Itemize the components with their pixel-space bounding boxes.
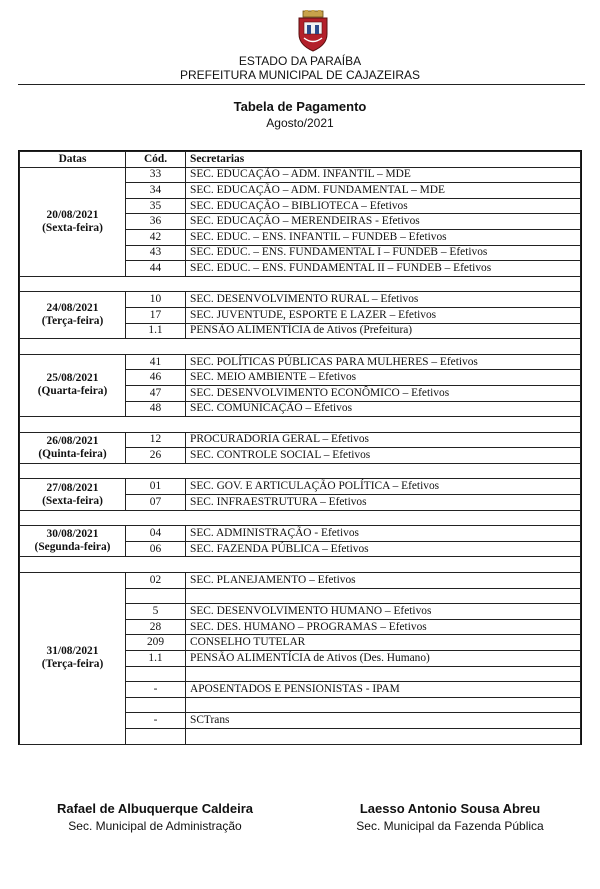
- payment-date: 20/08/2021: [46, 208, 99, 221]
- department-cell: SEC. EDUC. – ENS. FUNDAMENTAL II – FUNDEB – Efetivos: [186, 261, 581, 277]
- department-cell: SEC. ADMINISTRAÇÃO - Efetivos: [186, 526, 581, 542]
- code-cell: -: [126, 713, 186, 729]
- signature-administration: [30, 800, 280, 834]
- payment-date: 31/08/2021: [46, 645, 99, 658]
- department-cell: APOSENTADOS E PENSIONISTAS - IPAM: [186, 682, 581, 698]
- code-cell: 34: [126, 183, 186, 199]
- signature-treasury: [325, 800, 575, 834]
- department-cell: CONSELHO TUTELAR: [186, 635, 581, 651]
- payment-weekday: (Quinta-feira): [38, 447, 107, 460]
- city-hall-name: PREFEITURA MUNICIPAL DE CAJAZEIRAS: [179, 68, 421, 82]
- spacer-cell: [20, 417, 581, 433]
- department-cell: PENSÃO ALIMENTÍCIA de Ativos (Des. Humano): [186, 651, 581, 667]
- code-cell: 47: [126, 385, 186, 401]
- department-cell: SEC. PLANEJAMENTO – Efetivos: [186, 573, 581, 589]
- code-cell: 28: [126, 619, 186, 635]
- department-cell: SEC. DES. HUMANO – PROGRAMAS – Efetivos: [186, 619, 581, 635]
- payment-date: 25/08/2021: [46, 372, 99, 385]
- group-spacer-row: [20, 276, 581, 292]
- department-cell: SEC. INFRAESTRUTURA – Efetivos: [186, 495, 581, 511]
- code-cell: 01: [126, 479, 186, 495]
- department-cell: [186, 588, 581, 604]
- table-row: [20, 573, 581, 589]
- payment-weekday: (Sexta-feira): [42, 221, 103, 234]
- header-divider: [18, 84, 585, 85]
- header-dates: Datas: [20, 152, 126, 168]
- department-cell: SEC. EDUC. – ENS. INFANTIL – FUNDEB – Efetivos: [186, 229, 581, 245]
- spacer-cell: [20, 276, 581, 292]
- signer-name: Laesso Antonio Sousa Abreu: [359, 801, 541, 816]
- department-cell: SEC. DESENVOLVIMENTO RURAL – Efetivos: [186, 292, 581, 308]
- department-cell: [186, 666, 581, 682]
- table-row: [20, 432, 581, 448]
- table-row: [20, 526, 581, 542]
- department-cell: PENSÃO ALIMENTÍCIA de Ativos (Prefeitura): [186, 323, 581, 339]
- signer-role: Sec. Municipal da Fazenda Pública: [356, 819, 544, 833]
- department-cell: SEC. EDUCAÇÃO – ADM. FUNDAMENTAL – MDE: [186, 183, 581, 199]
- code-cell: 10: [126, 292, 186, 308]
- document-title: Tabela de Pagamento: [233, 99, 367, 114]
- payment-weekday: (Terça-feira): [41, 658, 104, 671]
- code-cell: 02: [126, 573, 186, 589]
- code-cell: [126, 697, 186, 713]
- code-cell: 41: [126, 354, 186, 370]
- table-row: [20, 292, 581, 308]
- code-cell: 26: [126, 448, 186, 464]
- department-cell: SEC. POLÍTICAS PÚBLICAS PARA MULHERES – Efetivos: [186, 354, 581, 370]
- code-cell: 46: [126, 370, 186, 386]
- department-cell: PROCURADORIA GERAL – Efetivos: [186, 432, 581, 448]
- payment-date-cell: [20, 479, 126, 510]
- department-cell: SEC. FAZENDA PÚBLICA – Efetivos: [186, 541, 581, 557]
- group-spacer-row: [20, 510, 581, 526]
- payment-table: [18, 150, 582, 745]
- department-cell: SEC. EDUCAÇÃO – MERENDEIRAS - Efetivos: [186, 214, 581, 230]
- payment-date-cell: [20, 167, 126, 276]
- header-code: Cód.: [126, 152, 186, 168]
- code-cell: 06: [126, 541, 186, 557]
- code-cell: 43: [126, 245, 186, 261]
- department-cell: SEC. EDUCAÇÃO – ADM. INFANTIL – MDE: [186, 167, 581, 183]
- group-spacer-row: [20, 463, 581, 479]
- code-cell: 07: [126, 495, 186, 511]
- department-cell: SEC. EDUC. – ENS. FUNDAMENTAL I – FUNDEB – Efetivos: [186, 245, 581, 261]
- table-row: [20, 167, 581, 183]
- spacer-cell: [20, 339, 581, 355]
- payment-date-cell: [20, 573, 126, 745]
- payment-date-cell: [20, 432, 126, 463]
- payment-date-cell: [20, 526, 126, 557]
- payment-weekday: (Segunda-feira): [34, 541, 111, 554]
- code-cell: 44: [126, 261, 186, 277]
- code-cell: 1.1: [126, 651, 186, 667]
- group-spacer-row: [20, 339, 581, 355]
- payment-date-cell: [20, 292, 126, 339]
- department-cell: SEC. MEIO AMBIENTE – Efetivos: [186, 370, 581, 386]
- department-cell: SEC. EDUCAÇÃO – BIBLIOTECA – Efetivos: [186, 198, 581, 214]
- code-cell: 04: [126, 526, 186, 542]
- code-cell: 17: [126, 307, 186, 323]
- code-cell: 33: [126, 167, 186, 183]
- payment-date: 27/08/2021: [46, 481, 99, 494]
- code-cell: -: [126, 682, 186, 698]
- table-row: [20, 354, 581, 370]
- payment-weekday: (Terça-feira): [41, 315, 104, 328]
- code-cell: 209: [126, 635, 186, 651]
- header-departments: Secretarias: [186, 152, 581, 168]
- code-cell: [126, 666, 186, 682]
- signer-name: Rafael de Albuquerque Caldeira: [56, 801, 253, 816]
- spacer-cell: [20, 463, 581, 479]
- payment-date: 24/08/2021: [46, 302, 99, 315]
- department-cell: SEC. JUVENTUDE, ESPORTE E LAZER – Efetivos: [186, 307, 581, 323]
- code-cell: 36: [126, 214, 186, 230]
- payment-weekday: (Quarta-feira): [37, 385, 108, 398]
- department-cell: [186, 697, 581, 713]
- department-cell: SEC. DESENVOLVIMENTO ECONÔMICO – Efetivos: [186, 385, 581, 401]
- department-cell: SEC. COMUNICAÇÃO – Efetivos: [186, 401, 581, 417]
- department-cell: SEC. DESENVOLVIMENTO HUMANO – Efetivos: [186, 604, 581, 620]
- group-spacer-row: [20, 417, 581, 433]
- code-cell: 35: [126, 198, 186, 214]
- code-cell: [126, 588, 186, 604]
- department-cell: SEC. CONTROLE SOCIAL – Efetivos: [186, 448, 581, 464]
- payment-weekday: (Sexta-feira): [42, 494, 103, 507]
- municipal-coat-of-arms-icon: [296, 10, 330, 52]
- department-cell: SEC. GOV. E ARTICULAÇÃO POLÍTICA – Efetivos: [186, 479, 581, 495]
- department-cell: SCTrans: [186, 713, 581, 729]
- spacer-cell: [20, 510, 581, 526]
- payment-date-cell: [20, 354, 126, 416]
- signer-role: Sec. Municipal de Administração: [68, 819, 242, 833]
- state-name: ESTADO DA PARAÍBA: [238, 54, 362, 68]
- table-row: [20, 479, 581, 495]
- code-cell: 42: [126, 229, 186, 245]
- document-subtitle: Agosto/2021: [266, 116, 334, 130]
- code-cell: 5: [126, 604, 186, 620]
- code-cell: 1.1: [126, 323, 186, 339]
- department-cell: [186, 728, 581, 744]
- code-cell: 48: [126, 401, 186, 417]
- code-cell: 12: [126, 432, 186, 448]
- code-cell: [126, 728, 186, 744]
- spacer-cell: [20, 557, 581, 573]
- table-header-row: [20, 152, 581, 168]
- payment-date: 26/08/2021: [46, 434, 99, 447]
- payment-date: 30/08/2021: [46, 528, 99, 541]
- group-spacer-row: [20, 557, 581, 573]
